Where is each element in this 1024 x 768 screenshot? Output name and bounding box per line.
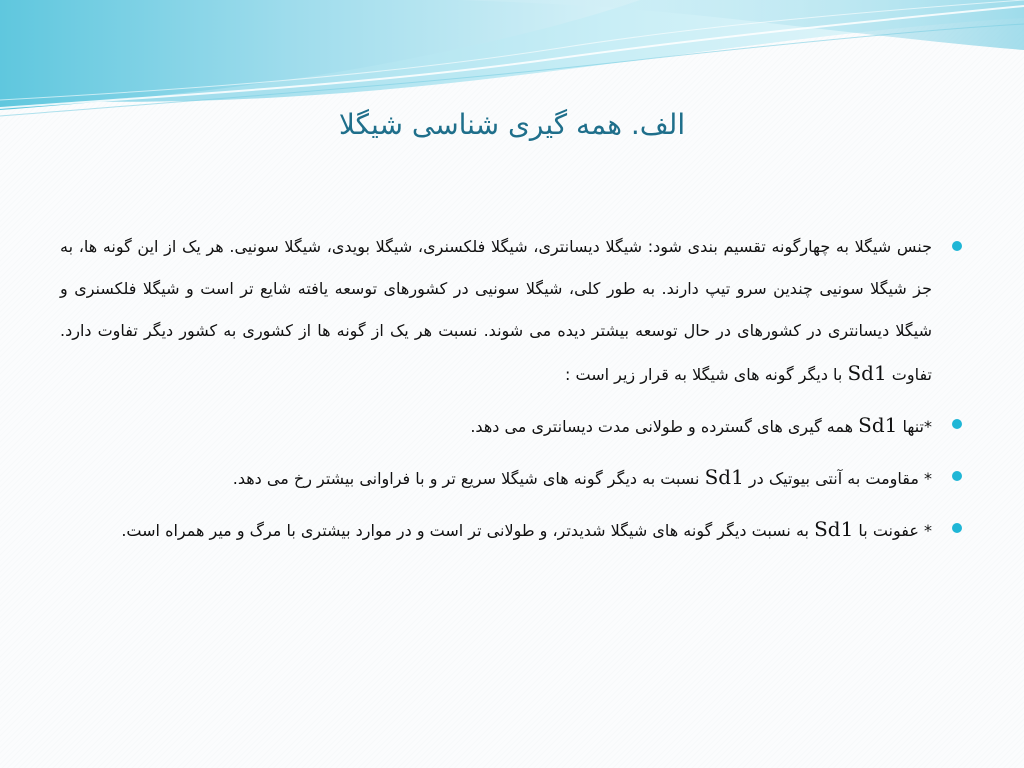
bullet-item-resistance — [60, 456, 966, 500]
bullet-dot-icon — [952, 241, 962, 251]
bullet-dot-icon — [952, 419, 962, 429]
bullet-list — [60, 226, 966, 552]
bullet-text: * مقاومت به آنتی بیوتیک در — [748, 469, 932, 488]
bullet-item-overview — [60, 226, 966, 396]
bullet-text: همه گیری های گسترده و طولانی مدت دیسانتری می دهد. — [470, 417, 854, 436]
bullet-dot-icon — [952, 471, 962, 481]
sd1-label: Sd1 — [814, 517, 854, 541]
slide-body — [60, 226, 966, 560]
sd1-label: Sd1 — [858, 413, 898, 437]
slide-title: الف. همه گیری شناسی شیگلا — [338, 108, 686, 141]
bullet-text: با دیگر گونه های شیگلا به قرار زیر است : — [565, 365, 843, 384]
bullet-text: نسبت به دیگر گونه های شیگلا سریع تر و با فراوانی بیشتر رخ می دهد. — [232, 469, 700, 488]
sd1-label: Sd1 — [847, 361, 887, 385]
bullet-item-epidemics — [60, 404, 966, 448]
bullet-text: *تنها — [902, 417, 932, 436]
bullet-item-severity — [60, 508, 966, 552]
sd1-label: Sd1 — [704, 465, 744, 489]
bullet-text: جنس شیگلا به چهارگونه تقسیم بندی شود: شیگلا دیسانتری، شیگلا فلکسنری، شیگلا بویدی، شیگلا سونیی. هر یک از این گونه ها، به جز شیگلا سونیی چندین سرو تیپ دارند. به طور کلی، شیگلا سونیی در کشورهای توسعه یافته شایع تر است و شیگلا فلکسنری و شیگلا دیسانتری در کشورهای در حال توسعه بیشتر دیده می شوند. نسبت هر یک از گونه ها از کشوری به کشور دیگر تفاوت دارد. تفاوت — [60, 237, 932, 384]
bullet-text: به نسبت دیگر گونه های شیگلا شدیدتر، و طولانی تر است و در موارد بیشتری با مرگ و میر همراه است. — [121, 521, 809, 540]
bullet-text: * عفونت با — [858, 521, 932, 540]
bullet-dot-icon — [952, 523, 962, 533]
